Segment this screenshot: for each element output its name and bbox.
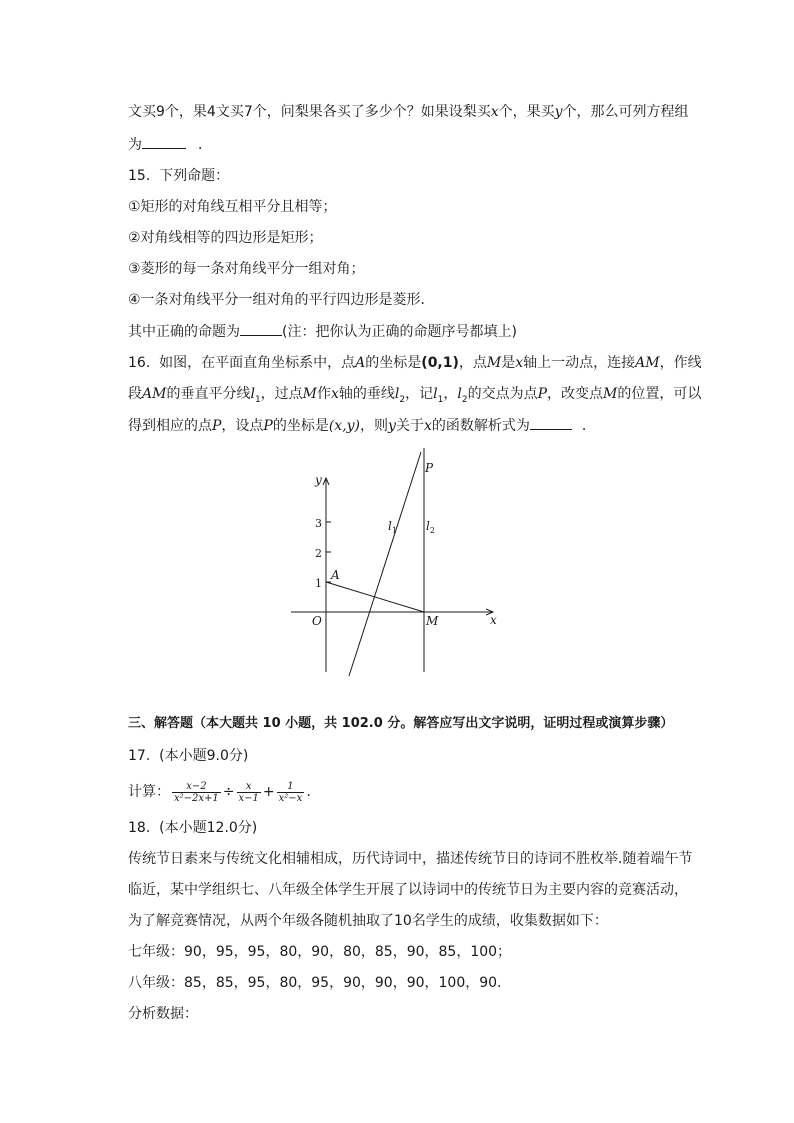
q16-line-3	[128, 415, 698, 436]
answer-blank	[530, 415, 572, 430]
label-l1: $l_1$	[388, 519, 397, 535]
text: 的函数解析式为	[431, 418, 530, 434]
fraction-3: $\frac{1}{\text{x²−x}}$	[278, 780, 303, 804]
var: P	[537, 386, 547, 402]
segment-am	[326, 582, 424, 612]
var: l	[394, 386, 400, 402]
text: 轴上一动点，连接	[523, 355, 636, 371]
q18-header	[128, 818, 698, 838]
label-x: x	[490, 613, 497, 627]
q14-line-2	[128, 134, 698, 155]
var: A	[355, 355, 366, 371]
text: 轴的垂线	[338, 386, 395, 402]
text: (注：把你认为正确的命题序号都填上)	[282, 324, 517, 340]
score: (本小题9.0分)	[159, 748, 249, 764]
subscript: 1	[437, 394, 444, 405]
q14-line-1	[128, 102, 698, 122]
operator: ÷	[222, 784, 235, 800]
tick-label-1: 1	[315, 577, 322, 590]
text: ，改变点	[547, 386, 603, 402]
q15-stem	[128, 166, 698, 186]
text: ，则	[360, 418, 389, 434]
tick-label-3: 3	[315, 517, 322, 530]
text: 的垂直平分线	[166, 386, 251, 402]
var: l	[250, 386, 255, 402]
var: AM	[142, 386, 167, 402]
text: 关于	[395, 418, 424, 434]
text: 其中正确的命题为	[128, 324, 240, 340]
var: x	[423, 418, 432, 434]
text: ，设点	[221, 418, 264, 434]
q18-grade8-data: 八年级：85，85，95，80，95，90，90，90，100，90.	[128, 975, 502, 991]
text: 下列命题：	[159, 168, 230, 184]
var: y	[554, 104, 563, 120]
coord: (x,y)	[328, 418, 361, 434]
text: ，记	[405, 386, 434, 402]
q18-grade7-data: 七年级：90，95，95，80，90，80，85，90，85，100；	[128, 944, 512, 960]
section-3-title: 三、解答题（本大题共 10 小题，共 102.0 分。解答应写出文字说明，证明过程或演算步骤）	[128, 716, 674, 731]
var: l	[433, 386, 438, 402]
text: 为	[128, 137, 142, 153]
q18-paragraph-1: 传统节日素来与传统文化相辅相成，历代诗词中，描述传统节日的诗词不胜枚举.随着端午节	[128, 851, 693, 867]
var: x	[515, 355, 524, 371]
text: 段	[128, 386, 142, 402]
fraction-2: $\frac{x}{x-1}$	[238, 780, 259, 804]
coord: (0,1)	[421, 355, 459, 371]
q15-item-3: ③菱形的每一条对角线平分一组对角；	[128, 261, 365, 277]
label-m: M	[426, 614, 439, 628]
q16-line-2	[128, 384, 702, 410]
subscript: 1	[254, 394, 261, 405]
q16-line-1	[128, 353, 702, 373]
fraction-1: $\frac{x-2}{\text{x²−2x+1}}$	[174, 780, 219, 804]
label-o: O	[312, 614, 322, 628]
var: x	[490, 104, 499, 120]
text: 作	[317, 386, 332, 402]
var: M	[302, 386, 318, 402]
var: x	[331, 386, 339, 402]
text: 文买9个，果4文买7个，问梨果各买了多少个？如果设梨买	[128, 104, 491, 120]
var: M	[486, 355, 502, 371]
q18-paragraph-2: 临近，某中学组织七、八年级全体学生开展了以诗词中的传统节日为主要内容的竞赛活动，	[128, 882, 688, 898]
coordinate-figure	[285, 448, 505, 680]
text: 的坐标是	[272, 418, 329, 434]
text: 是	[501, 355, 516, 371]
answer-blank	[142, 134, 186, 149]
q15-item-2: ②对角线相等的四边形是矩形；	[128, 230, 323, 246]
text: 个，那么可列方程组	[562, 104, 689, 120]
label-y: y	[315, 473, 322, 487]
var: P	[263, 418, 273, 434]
label-p: P	[425, 461, 434, 475]
label-a: A	[331, 568, 340, 582]
label-l2: $l_2$	[426, 519, 435, 535]
text: 的交点为点	[467, 386, 538, 402]
text: 得到相应的点	[128, 418, 212, 434]
question-number: 18.	[128, 820, 151, 836]
question-number: 16.	[128, 355, 151, 371]
subscript: 2	[461, 394, 468, 405]
var: AM	[635, 355, 660, 371]
text: 计算：	[128, 784, 170, 800]
question-number: 17.	[128, 748, 151, 764]
tick-label-2: 2	[315, 547, 322, 560]
text: .	[306, 784, 311, 800]
q15-item-1: ①矩形的对角线互相平分且相等；	[128, 199, 337, 215]
text: ，作线	[659, 355, 702, 371]
operator: +	[262, 784, 275, 800]
question-number: 15.	[128, 168, 151, 184]
text: ．	[198, 137, 212, 153]
q15-answer	[128, 321, 698, 342]
text: ，点	[458, 355, 487, 371]
q15-item-4: ④一条对角线平分一组对角的平行四边形是菱形．	[128, 292, 435, 308]
text: ，过点	[260, 386, 303, 402]
q18-paragraph-3: 为了解竞赛情况，从两个年级各随机抽取了10名学生的成绩，收集数据如下：	[128, 913, 608, 929]
text: 的位置，可以	[617, 386, 702, 402]
text: 如图，在平面直角坐标系中，点	[159, 355, 356, 371]
var: M	[603, 386, 618, 402]
line-l1	[349, 452, 421, 676]
text: 个，果买	[498, 104, 555, 120]
score: (本小题12.0分)	[159, 820, 258, 836]
subscript: 2	[399, 394, 406, 405]
var: l	[457, 386, 462, 402]
text: 的坐标是	[365, 355, 422, 371]
q18-analysis: 分析数据：	[128, 1006, 198, 1022]
q17-header	[128, 746, 698, 766]
answer-blank	[240, 321, 282, 336]
text: ，	[443, 386, 458, 402]
var: P	[212, 418, 222, 434]
text: ．	[581, 418, 596, 434]
var: y	[388, 418, 396, 434]
q17-expression	[128, 777, 698, 807]
